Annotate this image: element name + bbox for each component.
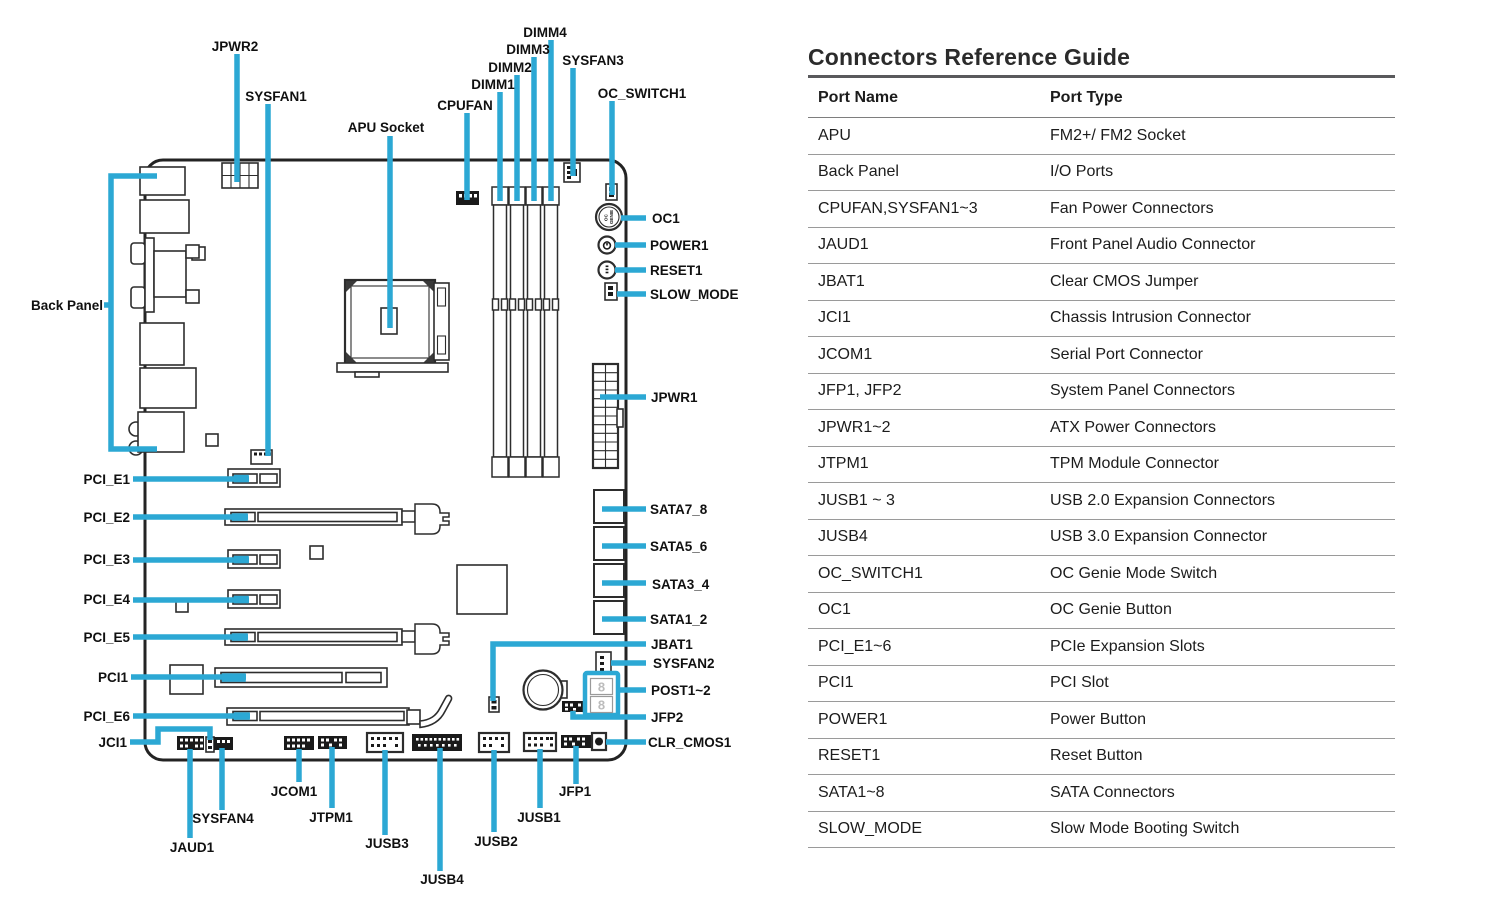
port-name-cell: JCI1	[818, 309, 851, 327]
label-jcom1: JCOM1	[270, 784, 318, 799]
table-row	[808, 556, 1395, 593]
post-digit-1: 8	[597, 679, 606, 695]
table-row	[808, 447, 1395, 484]
table-title: Connectors Reference Guide	[808, 44, 1395, 78]
port-name-cell: JPWR1~2	[818, 418, 891, 436]
label-pci-e3: PCI_E3	[83, 552, 130, 567]
apu-socket	[337, 280, 449, 377]
table-row	[808, 775, 1395, 812]
column-header-port-type: Port Type	[1050, 88, 1123, 106]
port-type-cell: FM2+/ FM2 Socket	[1050, 126, 1186, 144]
port-name-cell: JFP1, JFP2	[818, 382, 902, 400]
label-sata1-2: SATA1_2	[650, 612, 708, 627]
table-row	[808, 374, 1395, 411]
dimm-slot-2	[509, 187, 525, 477]
table-row	[808, 118, 1395, 155]
mounting-hole	[206, 434, 218, 446]
port-name-cell: PCI1	[818, 674, 854, 692]
table-row	[808, 301, 1395, 338]
label-apu-socket: APU Socket	[347, 120, 425, 135]
table-row	[808, 629, 1395, 666]
port-name-cell: JAUD1	[818, 236, 869, 254]
jfp2-connector	[562, 701, 584, 712]
label-dimm4: DIMM4	[523, 25, 567, 40]
port-name-cell: PCI_E1~6	[818, 637, 892, 655]
table-row	[808, 264, 1395, 301]
port-type-cell: USB 2.0 Expansion Connectors	[1050, 491, 1276, 509]
jaud1-connector	[177, 736, 204, 750]
jpwr2-connector	[222, 163, 258, 188]
port-name-cell: POWER1	[818, 710, 888, 728]
port-name-cell: JUSB4	[818, 528, 868, 546]
label-post1-2: POST1~2	[651, 683, 711, 698]
label-dimm1: DIMM1	[471, 77, 515, 92]
label-jbat1: JBAT1	[651, 637, 693, 652]
jusb1-connector	[524, 733, 556, 751]
port-type-cell: Serial Port Connector	[1050, 345, 1203, 363]
slow-mode-connector	[605, 283, 617, 300]
port-type-cell: System Panel Connectors	[1050, 382, 1235, 400]
dimm-slot-3	[526, 187, 542, 477]
table-row	[808, 483, 1395, 520]
port-type-cell: OC Genie Button	[1050, 601, 1172, 619]
jusb3-connector	[367, 733, 403, 752]
dimm-slot-1	[492, 187, 508, 477]
label-jusb3: JUSB3	[365, 836, 409, 851]
label-pci-e2: PCI_E2	[83, 510, 130, 525]
port-type-cell: Front Panel Audio Connector	[1050, 236, 1256, 254]
port-type-cell: Power Button	[1050, 710, 1147, 728]
label-slow-mode: SLOW_MODE	[650, 287, 739, 302]
port-name-cell: JUSB1 ~ 3	[818, 491, 895, 509]
label-pci1: PCI1	[97, 670, 128, 685]
label-pci-e1: PCI_E1	[83, 472, 130, 487]
port-name-cell: SLOW_MODE	[818, 820, 923, 838]
label-reset1: RESET1	[650, 263, 703, 278]
label-sata5-6: SATA5_6	[650, 539, 708, 554]
connectors-reference-table	[808, 44, 1395, 848]
dimm-slot-4	[543, 187, 559, 477]
column-header-port-name: Port Name	[818, 88, 899, 106]
label-jusb1: JUSB1	[517, 810, 561, 825]
port-name-cell: APU	[818, 126, 851, 144]
port-type-cell: PCIe Expansion Slots	[1050, 637, 1205, 655]
table-row	[808, 228, 1395, 265]
port-name-cell: JCOM1	[818, 345, 873, 363]
label-jusb2: JUSB2	[474, 834, 518, 849]
pcie6-latch	[407, 710, 420, 724]
table-row	[808, 666, 1395, 703]
port-name-cell: JBAT1	[818, 272, 865, 290]
port-name-cell: SATA1~8	[818, 783, 885, 801]
label-jpwr1: JPWR1	[651, 390, 698, 405]
reset-icon	[606, 266, 609, 274]
label-oc-switch1: OC_SWITCH1	[597, 86, 687, 101]
oc1-button	[596, 204, 622, 230]
port-type-cell: Reset Button	[1050, 747, 1143, 765]
table-row	[808, 520, 1395, 557]
port-type-cell: TPM Module Connector	[1050, 455, 1219, 473]
label-dimm3: DIMM3	[506, 42, 550, 57]
label-oc1: OC1	[652, 211, 680, 226]
label-pci-e5: PCI_E5	[83, 630, 130, 645]
label-pci-e4: PCI_E4	[83, 592, 130, 607]
port-type-cell: Slow Mode Booting Switch	[1050, 820, 1240, 838]
jpwr1-connector	[593, 364, 623, 468]
label-sysfan4: SYSFAN4	[192, 811, 254, 826]
label-jaud1: JAUD1	[169, 840, 215, 855]
oc-genie-text: OC	[603, 214, 609, 222]
table-row	[808, 812, 1395, 849]
post-digit-2: 8	[597, 697, 606, 713]
table-row	[808, 593, 1395, 630]
label-sysfan1: SYSFAN1	[245, 89, 307, 104]
label-dimm2: DIMM2	[488, 60, 532, 75]
port-name-cell: OC1	[818, 601, 851, 619]
table-row	[808, 191, 1395, 228]
port-type-cell: ATX Power Connectors	[1050, 418, 1216, 436]
board	[129, 160, 626, 760]
label-sysfan3: SYSFAN3	[562, 53, 624, 68]
port-type-cell: OC Genie Mode Switch	[1050, 564, 1218, 582]
label-back-panel: Back Panel	[30, 298, 103, 313]
label-clr-cmos1: CLR_CMOS1	[648, 735, 732, 750]
mounting-hole	[310, 546, 323, 559]
label-jfp1: JFP1	[558, 784, 592, 799]
table-row	[808, 739, 1395, 776]
table-row	[808, 410, 1395, 447]
table-row	[808, 337, 1395, 374]
label-sata3-4: SATA3_4	[652, 577, 710, 592]
chipset	[457, 565, 507, 614]
label-sata7-8: SATA7_8	[650, 502, 708, 517]
port-type-cell: SATA Connectors	[1050, 783, 1175, 801]
label-jpwr2: JPWR2	[211, 39, 259, 54]
label-sysfan2: SYSFAN2	[653, 656, 715, 671]
oc-genie-text: GENIE	[609, 209, 614, 225]
port-type-cell: Fan Power Connectors	[1050, 199, 1214, 217]
label-pci-e6: PCI_E6	[83, 709, 130, 724]
power1-button	[599, 237, 616, 254]
jusb2-connector	[479, 733, 509, 752]
table-header-row	[808, 78, 1395, 118]
jusb4-connector	[412, 734, 462, 751]
label-power1: POWER1	[650, 238, 709, 253]
label-jusb4: JUSB4	[420, 872, 464, 887]
jcom1-connector	[284, 736, 314, 750]
label-cpufan: CPUFAN	[437, 98, 493, 113]
port-type-cell: Chassis Intrusion Connector	[1050, 309, 1251, 327]
port-type-cell: PCI Slot	[1050, 674, 1109, 692]
clr-cmos1-button	[592, 733, 606, 750]
label-jfp2: JFP2	[651, 710, 684, 725]
label-jtpm1: JTPM1	[309, 810, 353, 825]
post-led-display	[585, 673, 618, 715]
port-name-cell: RESET1	[818, 747, 881, 765]
port-name-cell: JTPM1	[818, 455, 869, 473]
table-body	[808, 118, 1395, 848]
table-row	[808, 155, 1395, 192]
port-type-cell: USB 3.0 Expansion Connector	[1050, 528, 1268, 546]
port-type-cell: Clear CMOS Jumper	[1050, 272, 1199, 290]
port-name-cell: Back Panel	[818, 163, 899, 181]
port-name-cell: CPUFAN,SYSFAN1~3	[818, 199, 978, 217]
port-name-cell: OC_SWITCH1	[818, 564, 923, 582]
reset1-button	[599, 262, 616, 279]
label-jci1: JCI1	[98, 735, 127, 750]
table-row	[808, 702, 1395, 739]
port-type-cell: I/O Ports	[1050, 163, 1114, 181]
